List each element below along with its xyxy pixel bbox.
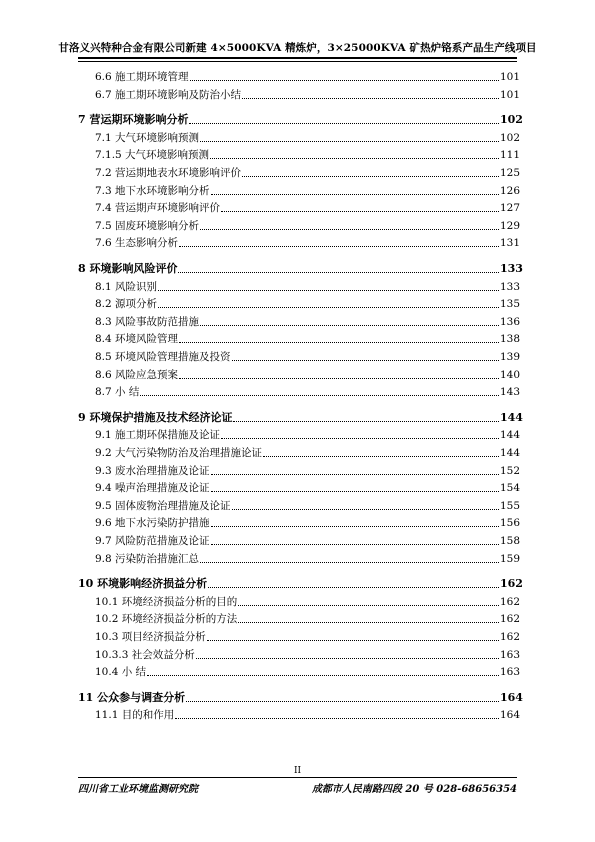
toc-section-entry[interactable] — [0, 515, 595, 531]
toc-section-entry[interactable] — [0, 664, 595, 680]
toc-entry-title: 9.6 地下水污染防护措施 — [95, 517, 210, 530]
toc-page-number: 164 — [500, 709, 521, 722]
toc-page-number: 162 — [500, 631, 521, 643]
toc-page-number: 159 — [500, 552, 521, 565]
toc-section-entry[interactable] — [0, 69, 595, 85]
toc-leader-dots — [179, 246, 499, 247]
toc-chapter-entry[interactable] — [0, 112, 595, 128]
toc-entry-title: 7.2 营运期地表水环境影响评价 — [95, 167, 242, 179]
toc-page-number: 164 — [500, 690, 523, 704]
toc-leader-dots — [207, 640, 499, 641]
toc-section-entry[interactable] — [0, 147, 595, 163]
toc-section-entry[interactable] — [0, 218, 595, 234]
toc-entry-title: 9.3 废水治理措施及论证 — [95, 464, 210, 477]
footer-rule — [78, 777, 517, 778]
toc-page-number: 136 — [500, 315, 521, 328]
toc-entry-title: 9.5 固体废物治理措施及论证 — [95, 499, 231, 512]
toc-section-entry[interactable] — [0, 235, 595, 251]
toc-entry-title: 8.5 环境风险管理措施及投资 — [95, 351, 231, 363]
toc-section-entry[interactable] — [0, 384, 595, 400]
toc-entry-title: 8.3 风险事故防范措施 — [95, 315, 200, 328]
toc-page-number: 143 — [500, 386, 521, 399]
toc-leader-dots — [179, 378, 499, 379]
toc-page-number: 163 — [500, 666, 521, 679]
toc-leader-dots — [178, 272, 499, 273]
toc-chapter-entry[interactable] — [0, 690, 595, 706]
toc-page-number: 158 — [500, 535, 521, 547]
toc-section-entry[interactable] — [0, 183, 595, 199]
toc-section-entry[interactable] — [0, 533, 595, 549]
toc-page-number: 152 — [500, 464, 521, 477]
toc-entry-title: 8.6 风险应急预案 — [95, 368, 179, 381]
toc-page-number: 162 — [500, 613, 521, 626]
toc-leader-dots — [211, 474, 499, 475]
toc-leader-dots — [179, 342, 499, 343]
toc-section-entry[interactable] — [0, 279, 595, 295]
toc-page-number: 135 — [500, 298, 521, 311]
toc-entry-title: 10.2 环境经济损益分析的方法 — [95, 613, 238, 626]
toc-section-entry[interactable] — [0, 314, 595, 330]
toc-entry-title: 10.3 项目经济损益分析 — [95, 631, 206, 643]
toc-leader-dots — [232, 509, 499, 510]
toc-entry-title: 6.6 施工期环境管理 — [95, 71, 189, 83]
toc-leader-dots — [147, 675, 499, 676]
toc-page-number: 127 — [500, 202, 521, 215]
toc-page-number: 154 — [500, 482, 521, 495]
toc-page-number: 102 — [500, 131, 521, 144]
toc-entry-title: 7.1.5 大气环境影响预测 — [95, 149, 210, 162]
toc-section-entry[interactable] — [0, 349, 595, 365]
toc-page-number: 138 — [500, 333, 521, 346]
toc-leader-dots — [186, 701, 499, 702]
toc-leader-dots — [221, 438, 499, 439]
footer-institution: 四川省工业环境监测研究院 — [78, 784, 198, 795]
toc-section-entry[interactable] — [0, 463, 595, 479]
toc-page-number: 155 — [500, 499, 521, 512]
header-rule — [78, 57, 517, 59]
toc-leader-dots — [200, 229, 499, 230]
toc-section-entry[interactable] — [0, 165, 595, 181]
toc-leader-dots — [210, 158, 499, 159]
toc-chapter-entry[interactable] — [0, 261, 595, 277]
toc-entry-title: 7.1 大气环境影响预测 — [95, 131, 200, 144]
toc-entry-title: 7.3 地下水环境影响分析 — [95, 184, 210, 197]
toc-entry-title: 8.7 小 结 — [95, 386, 140, 399]
toc-page-number: 140 — [500, 368, 521, 381]
toc-entry-title: 9.1 施工期环保措施及论证 — [95, 429, 221, 442]
toc-section-entry[interactable] — [0, 480, 595, 496]
toc-leader-dots — [263, 456, 499, 457]
toc-page-number: 139 — [500, 351, 521, 363]
toc-page-number: 162 — [500, 595, 521, 608]
toc-section-entry[interactable] — [0, 331, 595, 347]
toc-section-entry[interactable] — [0, 87, 595, 103]
toc-leader-dots — [211, 544, 499, 545]
toc-section-entry[interactable] — [0, 647, 595, 663]
toc-page-number: 133 — [500, 262, 523, 275]
toc-leader-dots — [200, 325, 499, 326]
toc-entry-title: 7.5 固废环境影响分析 — [95, 219, 200, 232]
toc-section-entry[interactable] — [0, 130, 595, 146]
toc-leader-dots — [190, 80, 499, 81]
toc-leader-dots — [140, 395, 499, 396]
toc-page-number: 102 — [500, 113, 523, 127]
toc-entry-title: 9.4 噪声治理措施及论证 — [95, 482, 210, 495]
toc-leader-dots — [211, 194, 499, 195]
toc-entry-title: 7.6 生态影响分析 — [95, 237, 179, 250]
toc-section-entry[interactable] — [0, 629, 595, 645]
toc-page-number: 129 — [500, 219, 521, 232]
toc-leader-dots — [233, 421, 499, 422]
toc-section-entry[interactable] — [0, 427, 595, 443]
toc-entry-title: 10.3.3 社会效益分析 — [95, 648, 195, 661]
header-rule-thin — [78, 61, 517, 62]
toc-section-entry[interactable] — [0, 594, 595, 610]
footer-address: 成都市人民南路四段 20 号 028-68656354 — [311, 784, 517, 795]
page-number: II — [293, 766, 302, 776]
toc-entry-title: 10 环境影响经济损益分析 — [78, 577, 208, 591]
toc-leader-dots — [158, 290, 499, 291]
toc-leader-dots — [208, 587, 499, 588]
toc-section-entry[interactable] — [0, 367, 595, 383]
toc-page-number: 144 — [500, 410, 523, 424]
toc-entry-title: 8.2 源项分析 — [95, 298, 158, 311]
toc-leader-dots — [200, 562, 499, 563]
toc-entry-title: 8 环境影响风险评价 — [78, 262, 178, 275]
toc-leader-dots — [221, 211, 499, 212]
toc-page-number: 125 — [500, 167, 521, 179]
toc-leader-dots — [238, 622, 499, 623]
toc-page-number: 133 — [500, 280, 521, 293]
toc-leader-dots — [232, 360, 499, 361]
toc-page-number: 101 — [500, 71, 521, 83]
toc-entry-title: 11 公众参与调查分析 — [78, 690, 186, 704]
toc-leader-dots — [242, 176, 499, 177]
toc-leader-dots — [211, 526, 499, 527]
toc-section-entry[interactable] — [0, 707, 595, 723]
toc-page-number: 101 — [500, 88, 521, 101]
toc-entry-title: 8.1 风险识别 — [95, 280, 158, 293]
toc-leader-dots — [242, 98, 499, 99]
toc-page-number: 156 — [500, 517, 521, 530]
toc-section-entry[interactable] — [0, 611, 595, 627]
toc-entry-title: 7 营运期环境影响分析 — [78, 113, 189, 127]
toc-page-number: 144 — [500, 447, 521, 459]
toc-leader-dots — [238, 605, 499, 606]
toc-entry-title: 7.4 营运期声环境影响评价 — [95, 202, 221, 215]
toc-leader-dots — [189, 123, 499, 124]
toc-section-entry[interactable] — [0, 445, 595, 461]
toc-entry-title: 9.7 风险防范措施及论证 — [95, 535, 210, 547]
toc-entry-title: 8.4 环境风险管理 — [95, 333, 179, 346]
toc-entry-title: 6.7 施工期环境影响及防治小结 — [95, 88, 242, 101]
toc-chapter-entry[interactable] — [0, 576, 595, 592]
toc-entry-title: 10.4 小 结 — [95, 666, 147, 679]
toc-page-number: 144 — [500, 429, 521, 442]
toc-section-entry[interactable] — [0, 551, 595, 567]
toc-leader-dots — [211, 491, 499, 492]
toc-chapter-entry[interactable] — [0, 410, 595, 426]
toc-entry-title: 9.8 污染防治措施汇总 — [95, 552, 200, 565]
toc-entry-title: 11.1 目的和作用 — [95, 709, 175, 722]
toc-entry-title: 10.1 环境经济损益分析的目的 — [95, 595, 238, 608]
toc-page-number: 126 — [500, 184, 521, 197]
toc-section-entry[interactable] — [0, 498, 595, 514]
toc-leader-dots — [200, 141, 499, 142]
toc-leader-dots — [158, 307, 499, 308]
toc-entry-title: 9 环境保护措施及技术经济论证 — [78, 410, 233, 424]
toc-section-entry[interactable] — [0, 200, 595, 216]
toc-page-number: 111 — [500, 149, 521, 162]
toc-section-entry[interactable] — [0, 296, 595, 312]
document-title: 甘洛义兴特种合金有限公司新建 4×5000KVA 精炼炉，3×25000KVA 矿热炉铬系产品生产线项目 — [58, 42, 537, 54]
toc-page-number: 162 — [500, 577, 523, 591]
toc-leader-dots — [175, 718, 499, 719]
toc-leader-dots — [196, 658, 499, 659]
toc-page-number: 131 — [500, 237, 521, 250]
toc-entry-title: 9.2 大气污染物防治及治理措施论证 — [95, 447, 263, 459]
toc-page-number: 163 — [500, 648, 521, 661]
